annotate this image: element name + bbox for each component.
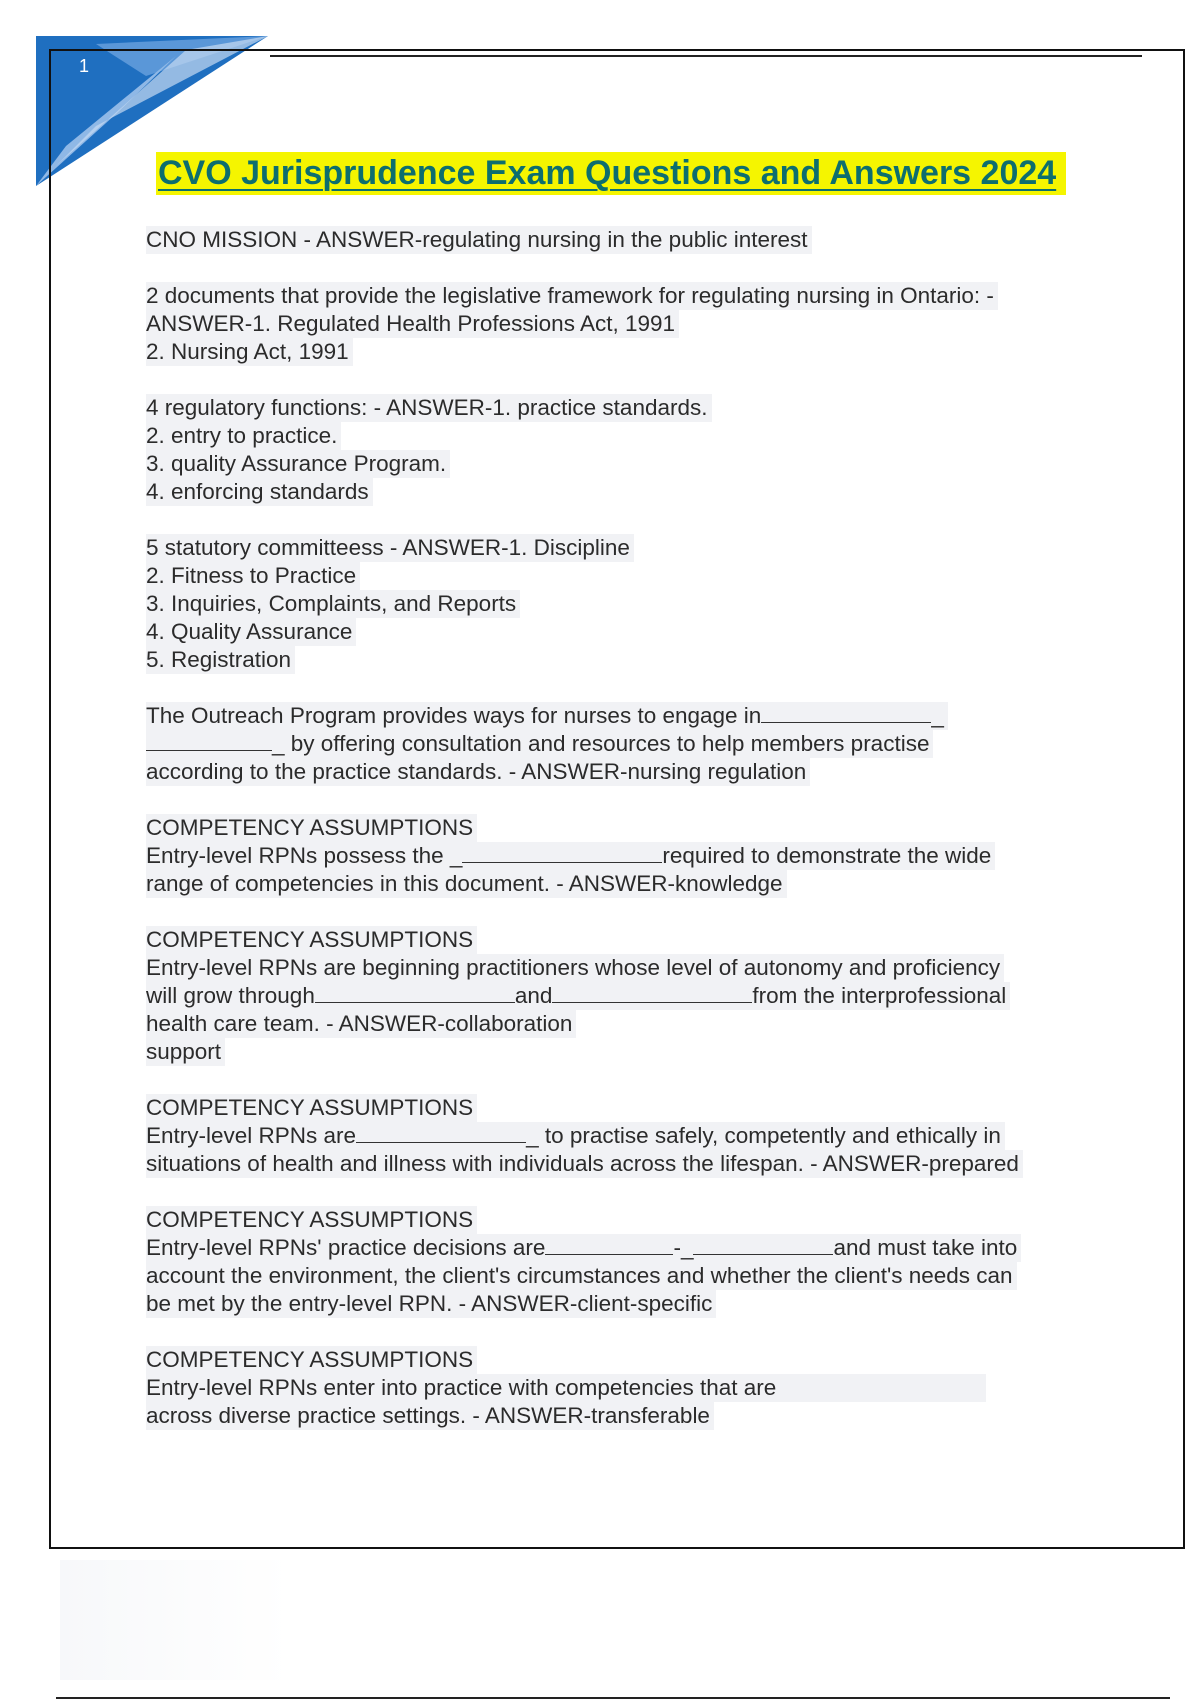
qa-item [146, 1094, 1106, 1178]
qa-item [146, 282, 1106, 366]
qa-item [146, 394, 1106, 506]
qa-line: 5. Registration [146, 646, 295, 674]
qa-line: according to the practice standards. - ANSWER-nursing regulation [146, 758, 810, 786]
qa-line: CNO MISSION - ANSWER-regulating nursing in the public interest [146, 226, 812, 254]
page-number: 1 [79, 56, 90, 76]
fill-blank [462, 842, 662, 863]
qa-line: 2 documents that provide the legislative framework for regulating nursing in Ontario: - [146, 282, 998, 310]
qa-text: from the interprofessional [752, 983, 1007, 1008]
qa-line: 4 regulatory functions: - ANSWER-1. practice standards. [146, 394, 712, 422]
fill-blank [356, 1122, 526, 1143]
qa-heading: COMPETENCY ASSUMPTIONS [146, 1346, 477, 1374]
qa-line [146, 702, 948, 730]
qa-line: 4. Quality Assurance [146, 618, 356, 646]
page-title: CVO Jurisprudence Exam Questions and Answers 2024 [156, 152, 1066, 195]
fill-blank [315, 982, 515, 1003]
fill-blank [693, 1234, 833, 1255]
qa-item [146, 926, 1106, 1066]
qa-text: _ [272, 731, 285, 756]
qa-line [146, 842, 995, 870]
fill-blank [146, 730, 272, 751]
qa-text: The Outreach Program provides ways for nurses to engage in [146, 703, 762, 728]
qa-heading: COMPETENCY ASSUMPTIONS [146, 1094, 477, 1122]
qa-line: situations of health and illness with individuals across the lifespan. - ANSWER-prepared [146, 1150, 1023, 1178]
fill-blank [545, 1234, 673, 1255]
qa-line [146, 982, 1010, 1010]
qa-line: 2. entry to practice. [146, 422, 341, 450]
qa-list [146, 226, 1106, 1458]
qa-text: and [514, 983, 553, 1008]
qa-text: by offering consultation and resources to help members practise [290, 731, 930, 756]
footer-rule [56, 1697, 1170, 1699]
qa-item [146, 226, 1106, 254]
qa-text: required to demonstrate the wide [662, 843, 992, 868]
qa-line: be met by the entry-level RPN. - ANSWER-client-specific [146, 1290, 716, 1318]
qa-line: 3. quality Assurance Program. [146, 450, 450, 478]
qa-line: ANSWER-1. Regulated Health Professions Act, 1991 [146, 310, 679, 338]
page-shadow [60, 1560, 290, 1680]
qa-item [146, 814, 1106, 898]
fill-blank [552, 982, 752, 1003]
qa-line: 5 statutory committeess - ANSWER-1. Discipline [146, 534, 634, 562]
qa-item [146, 1346, 1106, 1430]
qa-heading: COMPETENCY ASSUMPTIONS [146, 814, 477, 842]
qa-text: and must take into [833, 1235, 1018, 1260]
qa-line: 2. Nursing Act, 1991 [146, 338, 353, 366]
qa-line: 3. Inquiries, Complaints, and Reports [146, 590, 520, 618]
qa-heading: COMPETENCY ASSUMPTIONS [146, 926, 477, 954]
qa-line [146, 1234, 1021, 1262]
qa-item [146, 702, 1106, 786]
qa-item [146, 1206, 1106, 1318]
qa-text: _ to practise safely, competently and ethically in [526, 1123, 1001, 1148]
qa-line: range of competencies in this document. - ANSWER-knowledge [146, 870, 787, 898]
qa-line: health care team. - ANSWER-collaboration [146, 1010, 576, 1038]
qa-item [146, 534, 1106, 674]
qa-line: 4. enforcing standards [146, 478, 373, 506]
qa-text: will grow through [146, 983, 315, 1008]
qa-line: Entry-level RPNs are beginning practitioners whose level of autonomy and proficiency [146, 954, 1004, 982]
qa-line: 2. Fitness to Practice [146, 562, 360, 590]
qa-text: Entry-level RPNs' practice decisions are [146, 1235, 546, 1260]
qa-text: Entry-level RPNs possess the _ [146, 843, 463, 868]
qa-text: _ [931, 703, 944, 728]
qa-line: Entry-level RPNs enter into practice with competencies that are [146, 1374, 986, 1402]
qa-line: across diverse practice settings. - ANSWER-transferable [146, 1402, 714, 1430]
qa-line [146, 730, 933, 758]
qa-text: -_ [673, 1235, 694, 1260]
qa-text: Entry-level RPNs are [146, 1123, 357, 1148]
qa-line: support [146, 1038, 225, 1066]
fill-blank [761, 702, 931, 723]
qa-line [146, 1122, 1005, 1150]
qa-line: account the environment, the client's circumstances and whether the client's needs can [146, 1262, 1017, 1290]
qa-heading: COMPETENCY ASSUMPTIONS [146, 1206, 477, 1234]
